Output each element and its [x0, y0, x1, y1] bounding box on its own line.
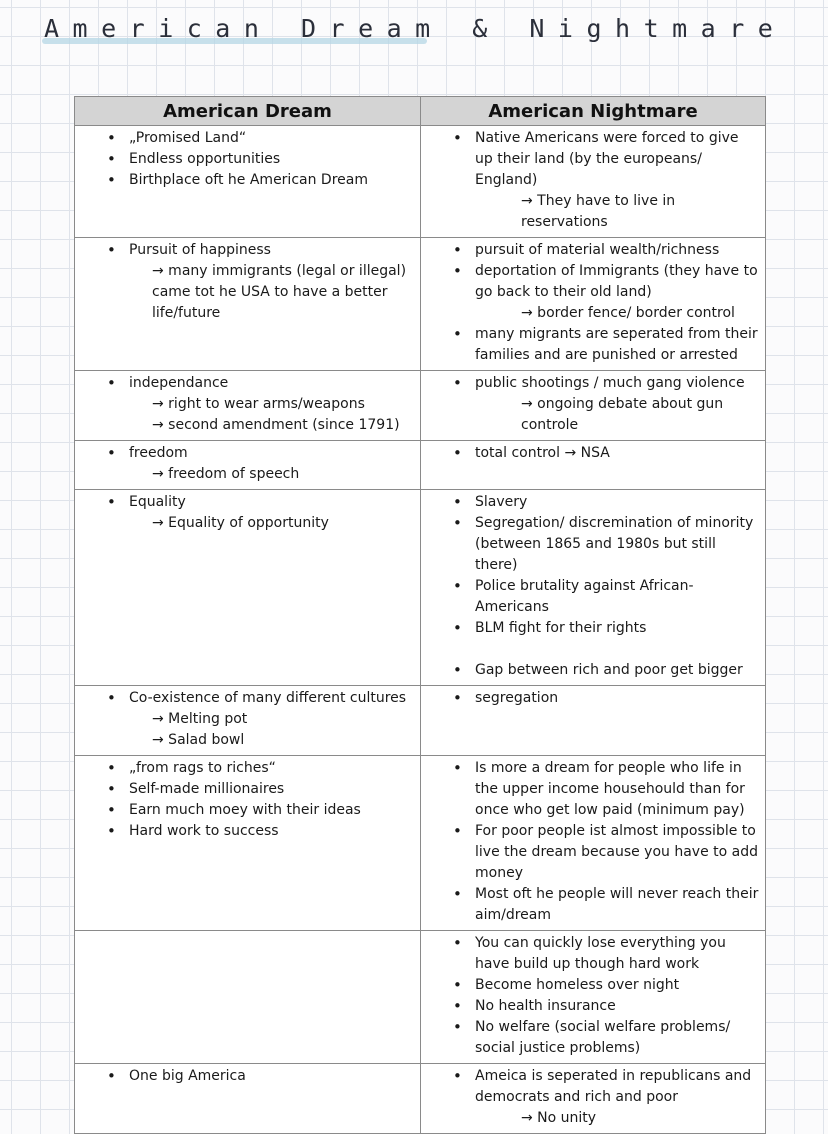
list-item: • „Promised Land“ — [79, 128, 414, 149]
table-row — [75, 126, 766, 238]
sub-item: → border fence/ border control — [521, 305, 735, 321]
table-row — [75, 371, 766, 441]
table-row — [75, 931, 766, 1064]
header-nightmare: American Nightmare — [421, 97, 766, 126]
dream-cell — [75, 756, 421, 931]
list-item: • Gap between rich and poor get bigger — [425, 660, 759, 681]
list-item: • Earn much moey with their ideas — [79, 800, 414, 821]
dream-cell — [75, 441, 421, 490]
page-title: American Dream & Nightmare — [44, 14, 787, 43]
list-item: • Is more a dream for people who life in the upper income househould than for once who get low paid (minimum pay) — [425, 758, 759, 821]
dream-cell — [75, 126, 421, 238]
dream-cell — [75, 371, 421, 441]
sub-item: → Equality of opportunity — [152, 515, 329, 531]
sub-item: → many immigrants (legal or illegal) came tot he USA to have a better life/future — [152, 263, 407, 321]
list-item: • Endless opportunities — [79, 149, 414, 170]
list-item: • Most oft he people will never reach their aim/dream — [425, 884, 759, 926]
list-item: • segregation — [425, 688, 759, 709]
list-item: • No health insurance — [425, 996, 759, 1017]
list-item: • Hard work to success — [79, 821, 414, 842]
nightmare-cell — [421, 238, 766, 371]
list-item: • Equality — [79, 492, 414, 513]
list-item: • For poor people ist almost impossible to live the dream because you have to add money — [425, 821, 759, 884]
list-item: • You can quickly lose everything you have build up though hard work — [425, 933, 759, 975]
table-row — [75, 441, 766, 490]
list-item: • „from rags to riches“ — [79, 758, 414, 779]
list-item: • deportation of Immigrants (they have to go back to their old land) — [425, 261, 759, 303]
table-row — [75, 1064, 766, 1134]
list-item: • many migrants are seperated from their families and are punished or arrested — [425, 324, 759, 366]
dream-cell — [75, 931, 421, 1064]
list-item: • No welfare (social welfare problems/ social justice problems) — [425, 1017, 759, 1059]
sub-item: → They have to live in reservations — [521, 193, 676, 230]
nightmare-cell — [421, 1064, 766, 1134]
nightmare-cell — [421, 490, 766, 686]
sub-item: → No unity — [521, 1110, 597, 1126]
list-item: • public shootings / much gang violence — [425, 373, 759, 394]
table-row — [75, 686, 766, 756]
list-item: • Slavery — [425, 492, 759, 513]
list-item: • BLM fight for their rights — [425, 618, 759, 639]
nightmare-cell — [421, 756, 766, 931]
list-item: • One big America — [79, 1066, 414, 1087]
dream-cell — [75, 490, 421, 686]
sub-item: → Melting pot — [152, 711, 248, 727]
list-item: • total control → NSA — [425, 443, 759, 464]
list-item: • Self-made millionaires — [79, 779, 414, 800]
list-item: • Ameica is seperated in republicans and democrats and rich and poor — [425, 1066, 759, 1108]
table-row — [75, 756, 766, 931]
comparison-table — [74, 96, 766, 1134]
list-item: • independance — [79, 373, 414, 394]
list-item: • Native Americans were forced to give up their land (by the europeans/ England) — [425, 128, 759, 191]
dream-cell — [75, 1064, 421, 1134]
list-item: • Police brutality against African-Americans — [425, 576, 759, 618]
nightmare-cell — [421, 441, 766, 490]
header-row — [75, 97, 766, 126]
dream-cell — [75, 686, 421, 756]
nightmare-cell — [421, 371, 766, 441]
table-row — [75, 238, 766, 371]
list-spacer — [425, 639, 759, 660]
list-item: • Co-existence of many different cultures — [79, 688, 414, 709]
nightmare-cell — [421, 686, 766, 756]
table-row — [75, 490, 766, 686]
nightmare-cell — [421, 126, 766, 238]
list-item: • freedom — [79, 443, 414, 464]
sub-item: → right to wear arms/weapons — [152, 396, 365, 412]
header-dream: American Dream — [75, 97, 421, 126]
sub-item: → second amendment (since 1791) — [152, 417, 400, 433]
dream-cell — [75, 238, 421, 371]
list-item: • Segregation/ discremination of minority (between 1865 and 1980s but still there) — [425, 513, 759, 576]
list-item: • pursuit of material wealth/richness — [425, 240, 759, 261]
list-item: • Birthplace oft he American Dream — [79, 170, 414, 191]
list-item: • Become homeless over night — [425, 975, 759, 996]
nightmare-cell — [421, 931, 766, 1064]
sub-item: → ongoing debate about gun controle — [521, 396, 724, 433]
sub-item: → freedom of speech — [152, 466, 300, 482]
sub-item: → Salad bowl — [152, 732, 245, 748]
list-item: • Pursuit of happiness — [79, 240, 414, 261]
